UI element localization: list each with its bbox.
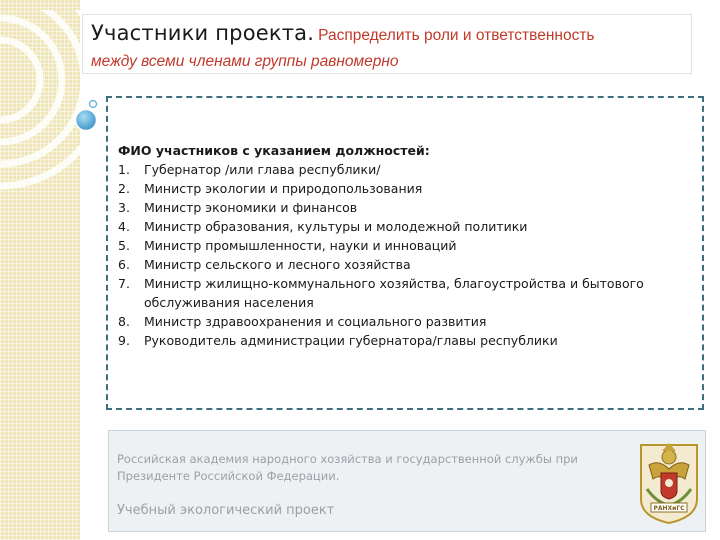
role-item — [118, 255, 696, 274]
role-number: 8. — [118, 314, 130, 329]
participants-heading: ФИО участников с указанием должностей: — [118, 143, 430, 158]
role-text: Министр промышленности, науки и инноваций — [144, 238, 457, 253]
blue-circle-icon — [74, 108, 98, 132]
role-item — [118, 198, 696, 217]
role-number: 6. — [118, 257, 130, 272]
role-text: Министр экономики и финансов — [144, 200, 358, 215]
title-box — [82, 14, 692, 74]
role-number: 5. — [118, 238, 130, 253]
role-number: 2. — [118, 181, 130, 196]
svg-text:РАНХиГС: РАНХиГС — [653, 505, 685, 512]
role-text: Министр здравоохранения и социального развития — [144, 314, 487, 329]
role-number: 1. — [118, 162, 130, 177]
slide-title: Участники проекта. — [91, 21, 315, 45]
role-text: Руководитель администрации губернатора/главы республики — [144, 333, 558, 348]
project-label: Учебный экологический проект — [117, 503, 335, 518]
slide-subtitle-line2: между всеми членами группы равномерно — [91, 53, 399, 70]
role-item — [118, 160, 696, 179]
role-number: 7. — [118, 276, 130, 291]
role-text: Министр образования, культуры и молодежной политики — [144, 219, 528, 234]
role-item — [118, 236, 696, 255]
decorative-left-band — [0, 0, 80, 540]
role-text: Министр экологии и природопользования — [144, 181, 423, 196]
slide-subtitle-line1: Распределить роли и ответственность — [318, 27, 595, 44]
role-text: Министр жилищно-коммунального хозяйства, благоустройства и бытового обслуживания населения — [144, 276, 644, 310]
role-item — [118, 274, 696, 312]
footer-box — [108, 430, 706, 532]
role-item — [118, 312, 696, 331]
role-item — [118, 179, 696, 198]
participants-box — [106, 96, 704, 410]
role-item — [118, 217, 696, 236]
organization-name: Российская академия народного хозяйства и государственной службы при Президенте Российской Федерации. — [117, 452, 578, 483]
role-number: 4. — [118, 219, 130, 234]
role-number: 9. — [118, 333, 130, 348]
role-text: Министр сельского и лесного хозяйства — [144, 257, 411, 272]
participants-list — [118, 141, 696, 350]
role-item — [118, 331, 696, 350]
role-text: Губернатор /или глава республики/ — [144, 162, 381, 177]
academy-emblem-icon — [637, 437, 701, 525]
role-number: 3. — [118, 200, 130, 215]
